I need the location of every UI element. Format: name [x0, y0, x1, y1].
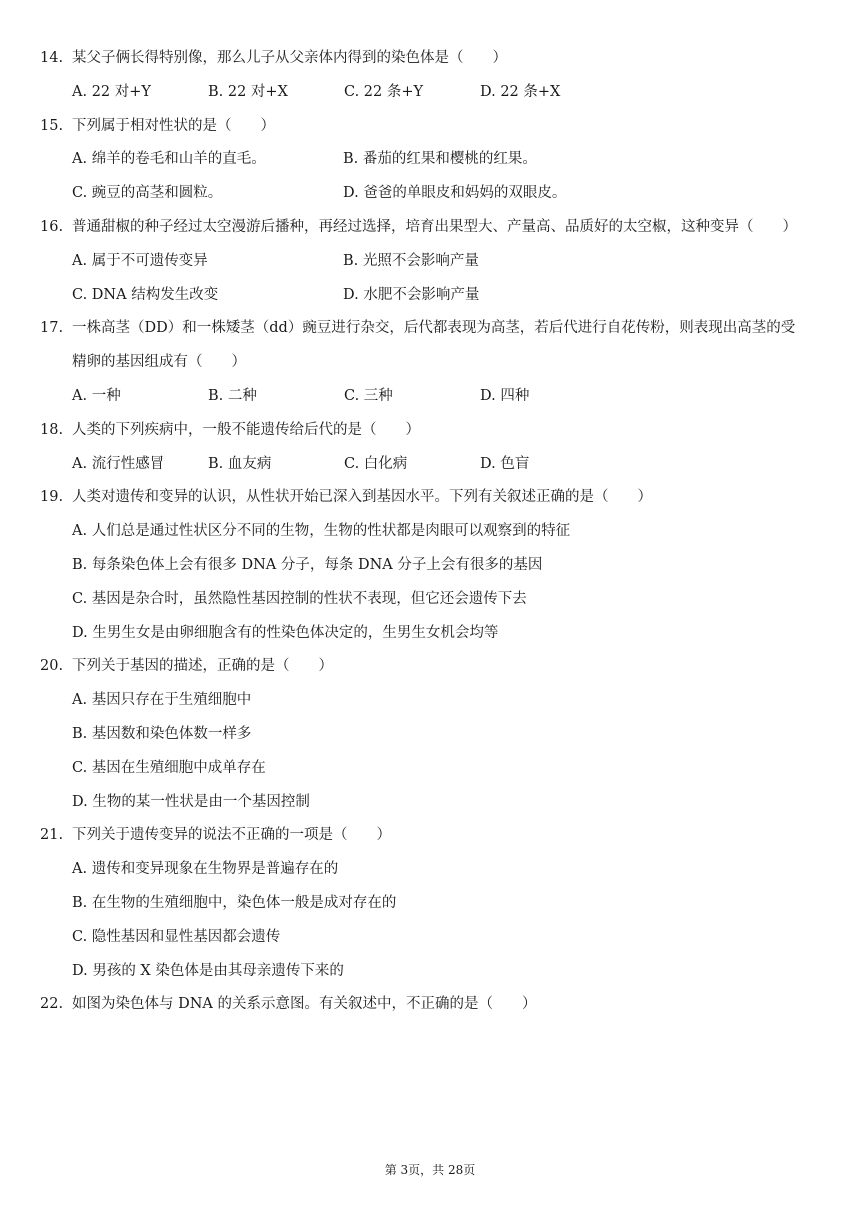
question-stem: 人类的下列疾病中，一般不能遗传给后代的是（ ） [72, 421, 420, 438]
answer-option: D. 色盲 [480, 455, 530, 472]
answer-option: B. 番茄的红果和樱桃的红果。 [343, 151, 537, 168]
answer-option: B. 在生物的生殖细胞中，染色体一般是成对存在的 [72, 895, 397, 911]
answer-option: C. 22 条+Y [344, 83, 424, 100]
question-number: 21. [40, 827, 64, 844]
answer-option: B. 二种 [208, 388, 257, 404]
question-stem: 一株高茎（DD）和一株矮茎（dd）豌豆进行杂交，后代都表现为高茎，若后代进行自花传粉，则表现出高茎的受 [72, 320, 796, 337]
question-number: 15. [40, 117, 64, 134]
question-number: 19. [40, 489, 64, 506]
question-number: 16. [40, 219, 64, 235]
question-stem: 精卵的基因组成有（ ） [72, 354, 246, 371]
answer-option: A. 人们总是通过性状区分不同的生物，生物的性状都是肉眼可以观察到的特征 [72, 523, 571, 540]
answer-option: D. 四种 [480, 388, 530, 404]
answer-option: D. 水肥不会影响产量 [343, 286, 480, 303]
answer-option: B. 光照不会影响产量 [343, 252, 479, 269]
answer-option: A. 基因只存在于生殖细胞中 [72, 692, 252, 709]
question-stem: 人类对遗传和变异的认识，从性状开始已深入到基因水平。下列有关叙述正确的是（ ） [72, 489, 652, 506]
page-footer: 第 3页，共 28页 [384, 1163, 476, 1177]
answer-option: A. 属于不可遗传变异 [72, 252, 208, 269]
question-number: 20. [40, 658, 64, 675]
answer-option: C. 隐性基因和显性基因都会遗传 [72, 928, 281, 945]
answer-option: A. 22 对+Y [72, 83, 151, 100]
question-number: 18. [40, 421, 64, 438]
answer-option: A. 绵羊的卷毛和山羊的直毛。 [72, 151, 266, 168]
answer-option: C. 基因是杂合时，虽然隐性基因控制的性状不表现，但它还会遗传下去 [72, 590, 527, 607]
question-number: 14. [40, 50, 64, 66]
question-number: 17. [40, 320, 64, 337]
question-stem: 下列关于遗传变异的说法不正确的一项是（ ） [72, 827, 391, 844]
answer-option: A. 遗传和变异现象在生物界是普遍存在的 [72, 861, 339, 878]
question-stem: 如图为染色体与 DNA 的关系示意图。有关叙述中，不正确的是（ ） [72, 996, 537, 1013]
answer-option: A. 流行性感冒 [72, 455, 165, 472]
answer-option: B. 基因数和染色体数一样多 [72, 726, 252, 742]
answer-option: D. 生男生女是由卵细胞含有的性染色体决定的，生男生女机会均等 [72, 624, 499, 641]
answer-option: B. 血友病 [208, 455, 272, 472]
answer-option: C. DNA 结构发生改变 [72, 286, 219, 303]
answer-option: B. 每条染色体上会有很多 DNA 分子，每条 DNA 分子上会有很多的基因 [72, 557, 543, 573]
answer-option: C. 白化病 [344, 455, 408, 472]
question-stem: 普通甜椒的种子经过太空漫游后播种，再经过选择，培育出果型大、产量高、品质好的太空椒，这种变异（ ） [72, 219, 797, 235]
answer-option: B. 22 对+X [208, 83, 288, 100]
answer-option: C. 基因在生殖细胞中成单存在 [72, 759, 266, 776]
answer-option: A. 一种 [72, 388, 121, 404]
question-stem: 下列属于相对性状的是（ ） [72, 117, 275, 134]
question-number: 22. [40, 996, 64, 1013]
question-stem: 下列关于基因的描述，正确的是（ ） [72, 658, 333, 675]
answer-option: D. 生物的某一性状是由一个基因控制 [72, 793, 310, 810]
answer-option: C. 豌豆的高茎和圆粒。 [72, 185, 223, 202]
answer-option: D. 22 条+X [480, 83, 561, 100]
question-stem: 某父子俩长得特别像，那么儿子从父亲体内得到的染色体是（ ） [72, 50, 507, 66]
answer-option: D. 男孩的 X 染色体是由其母亲遗传下来的 [72, 962, 344, 979]
answer-option: C. 三种 [344, 388, 393, 404]
answer-option: D. 爸爸的单眼皮和妈妈的双眼皮。 [343, 185, 567, 202]
